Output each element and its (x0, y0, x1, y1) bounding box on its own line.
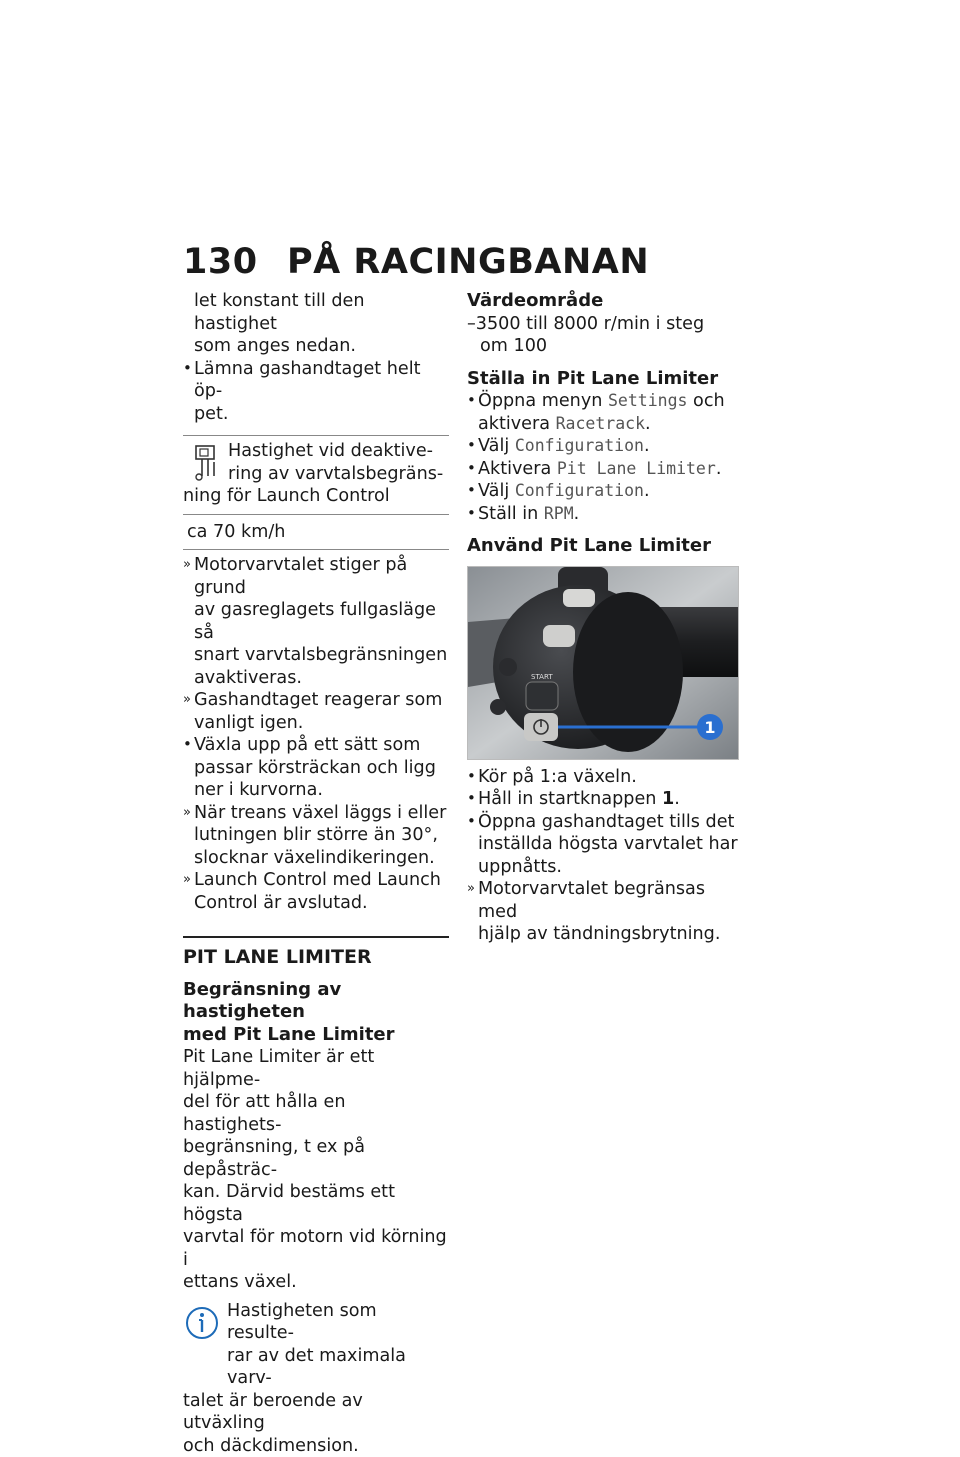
page-title: PÅ RACINGBANAN (287, 242, 649, 282)
list-item-text: vanligt igen. (194, 712, 449, 735)
setup-step (467, 435, 742, 458)
use-title: Använd Pit Lane Limiter (467, 535, 742, 558)
step-text: Välj (478, 481, 515, 501)
menu-code: Settings (608, 391, 687, 410)
step-text: Välj (478, 436, 515, 456)
spec-table (183, 435, 449, 550)
step-text: Håll in startknappen (478, 789, 662, 809)
menu-code: Configuration (515, 481, 644, 500)
step-text: Ställ in (478, 504, 544, 524)
result-marker: » (183, 689, 191, 712)
setup-step (467, 503, 742, 526)
use-step (467, 878, 742, 946)
list-item-text: Växla upp på ett sätt som (194, 734, 449, 757)
list-item-text: Launch Control med Launch (194, 869, 449, 892)
result-marker: » (467, 878, 475, 901)
list-item-text: När treans växel läggs i eller (194, 802, 449, 825)
step-text: inställda högsta varvtalet har (478, 833, 742, 856)
step-text: . (574, 504, 580, 524)
callout-ref: 1 (662, 789, 674, 809)
use-step (467, 811, 742, 879)
list-item-text: pet. (194, 403, 449, 426)
step-text: . (645, 414, 651, 434)
list-item (183, 869, 449, 914)
range-line: om 100 (467, 335, 742, 358)
step-text: . (716, 459, 722, 479)
setup-step (467, 458, 742, 481)
list-item-text: lutningen blir större än 30°, (194, 824, 449, 847)
right-column (467, 290, 742, 946)
spec-label: ring av varvtalsbegräns- (183, 463, 449, 486)
page-header (183, 242, 649, 282)
step-text: aktivera (478, 414, 556, 434)
bullet-marker: • (467, 479, 476, 502)
list-item-text: ner i kurvorna. (194, 779, 449, 802)
body-line: varvtal för motorn vid körning i (183, 1226, 449, 1271)
section-title: PIT LANE LIMITER (183, 946, 449, 969)
result-marker: » (183, 869, 191, 892)
menu-code: Configuration (515, 436, 644, 455)
bullet-marker: • (467, 765, 476, 788)
note-line: Hastigheten som resulte- (183, 1300, 449, 1345)
bullet-marker: • (467, 502, 476, 525)
section-divider (183, 936, 449, 938)
step-text: . (674, 789, 680, 809)
note-line: talet är beroende av utväxling (183, 1390, 449, 1435)
bullet-marker: • (467, 787, 476, 810)
note-line: rar av det maximala varv- (183, 1345, 449, 1390)
body-line: ettans växel. (183, 1271, 449, 1294)
step-text: hjälp av tändningsbrytning. (478, 923, 742, 946)
spec-label: ning för Launch Control (183, 485, 449, 508)
intro-line: let konstant till den hastighet (183, 290, 449, 335)
step-text: Öppna gashandtaget tills det (478, 811, 742, 834)
list-item-text: snart varvtalsbegränsningen (194, 644, 449, 667)
spec-label-row (183, 436, 449, 514)
spec-value: ca 70 km/h (183, 514, 449, 550)
step-text: Kör på 1:a växeln. (478, 766, 742, 789)
list-item-text: slocknar växelindikeringen. (194, 847, 449, 870)
menu-code: Pit Lane Limiter (557, 459, 716, 478)
use-step (467, 788, 742, 811)
use-step (467, 766, 742, 789)
bullet-marker: • (467, 810, 476, 833)
body-line: Pit Lane Limiter är ett hjälpme- (183, 1046, 449, 1091)
menu-code: Racetrack (556, 414, 645, 433)
step-text: Aktivera (478, 459, 557, 479)
list-item (183, 689, 449, 734)
bullet-marker: • (183, 357, 192, 380)
start-label: START (531, 673, 553, 681)
range-line: –3500 till 8000 r/min i steg (467, 313, 742, 336)
info-note (183, 1300, 449, 1457)
list-item (183, 734, 449, 802)
list-item-text: Lämna gashandtaget helt öp- (194, 358, 449, 403)
bullet-marker: • (467, 457, 476, 480)
range-title: Värdeområde (467, 290, 742, 313)
handlebar-switch-photo (467, 566, 739, 760)
list-item-text: avaktiveras. (194, 667, 449, 690)
result-marker: » (183, 554, 191, 577)
intro-line: som anges nedan. (183, 335, 449, 358)
list-item (183, 802, 449, 870)
setup-step (467, 480, 742, 503)
step-text: . (644, 481, 650, 501)
list-item-text: Control är avslutad. (194, 892, 449, 915)
list-item-text: av gasreglagets fullgasläge så (194, 599, 449, 644)
step-text: Öppna menyn (478, 391, 608, 411)
list-item-text: passar körsträckan och ligg (194, 757, 449, 780)
step-text: och (687, 391, 724, 411)
list-item (183, 554, 449, 689)
page-number: 130 (183, 242, 287, 282)
step-text: . (644, 436, 650, 456)
note-line: och däckdimension. (183, 1435, 449, 1457)
step-text: Motorvarvtalet begränsas med (478, 878, 742, 923)
list-item (183, 358, 449, 426)
menu-code: RPM (544, 504, 574, 523)
speed-gauge-icon (193, 444, 223, 482)
bullet-marker: • (183, 733, 192, 756)
body-line: kan. Därvid bestäms ett högsta (183, 1181, 449, 1226)
bullet-marker: • (467, 389, 476, 412)
bullet-marker: • (467, 434, 476, 457)
setup-title: Ställa in Pit Lane Limiter (467, 368, 742, 391)
left-column (183, 290, 449, 1457)
subsection-title: Begränsning av hastigheten (183, 979, 449, 1024)
body-line: del för att hålla en hastighets- (183, 1091, 449, 1136)
figure-callout: 1 (704, 718, 715, 737)
step-text: uppnåtts. (478, 856, 742, 879)
info-icon (185, 1306, 219, 1340)
spec-label: Hastighet vid deaktive- (183, 440, 449, 463)
subsection-title: med Pit Lane Limiter (183, 1024, 449, 1047)
result-marker: » (183, 802, 191, 825)
setup-step (467, 390, 742, 435)
list-item-text: Gashandtaget reagerar som (194, 689, 449, 712)
list-item-text: Motorvarvtalet stiger på grund (194, 554, 449, 599)
body-line: begränsning, t ex på depåsträc- (183, 1136, 449, 1181)
